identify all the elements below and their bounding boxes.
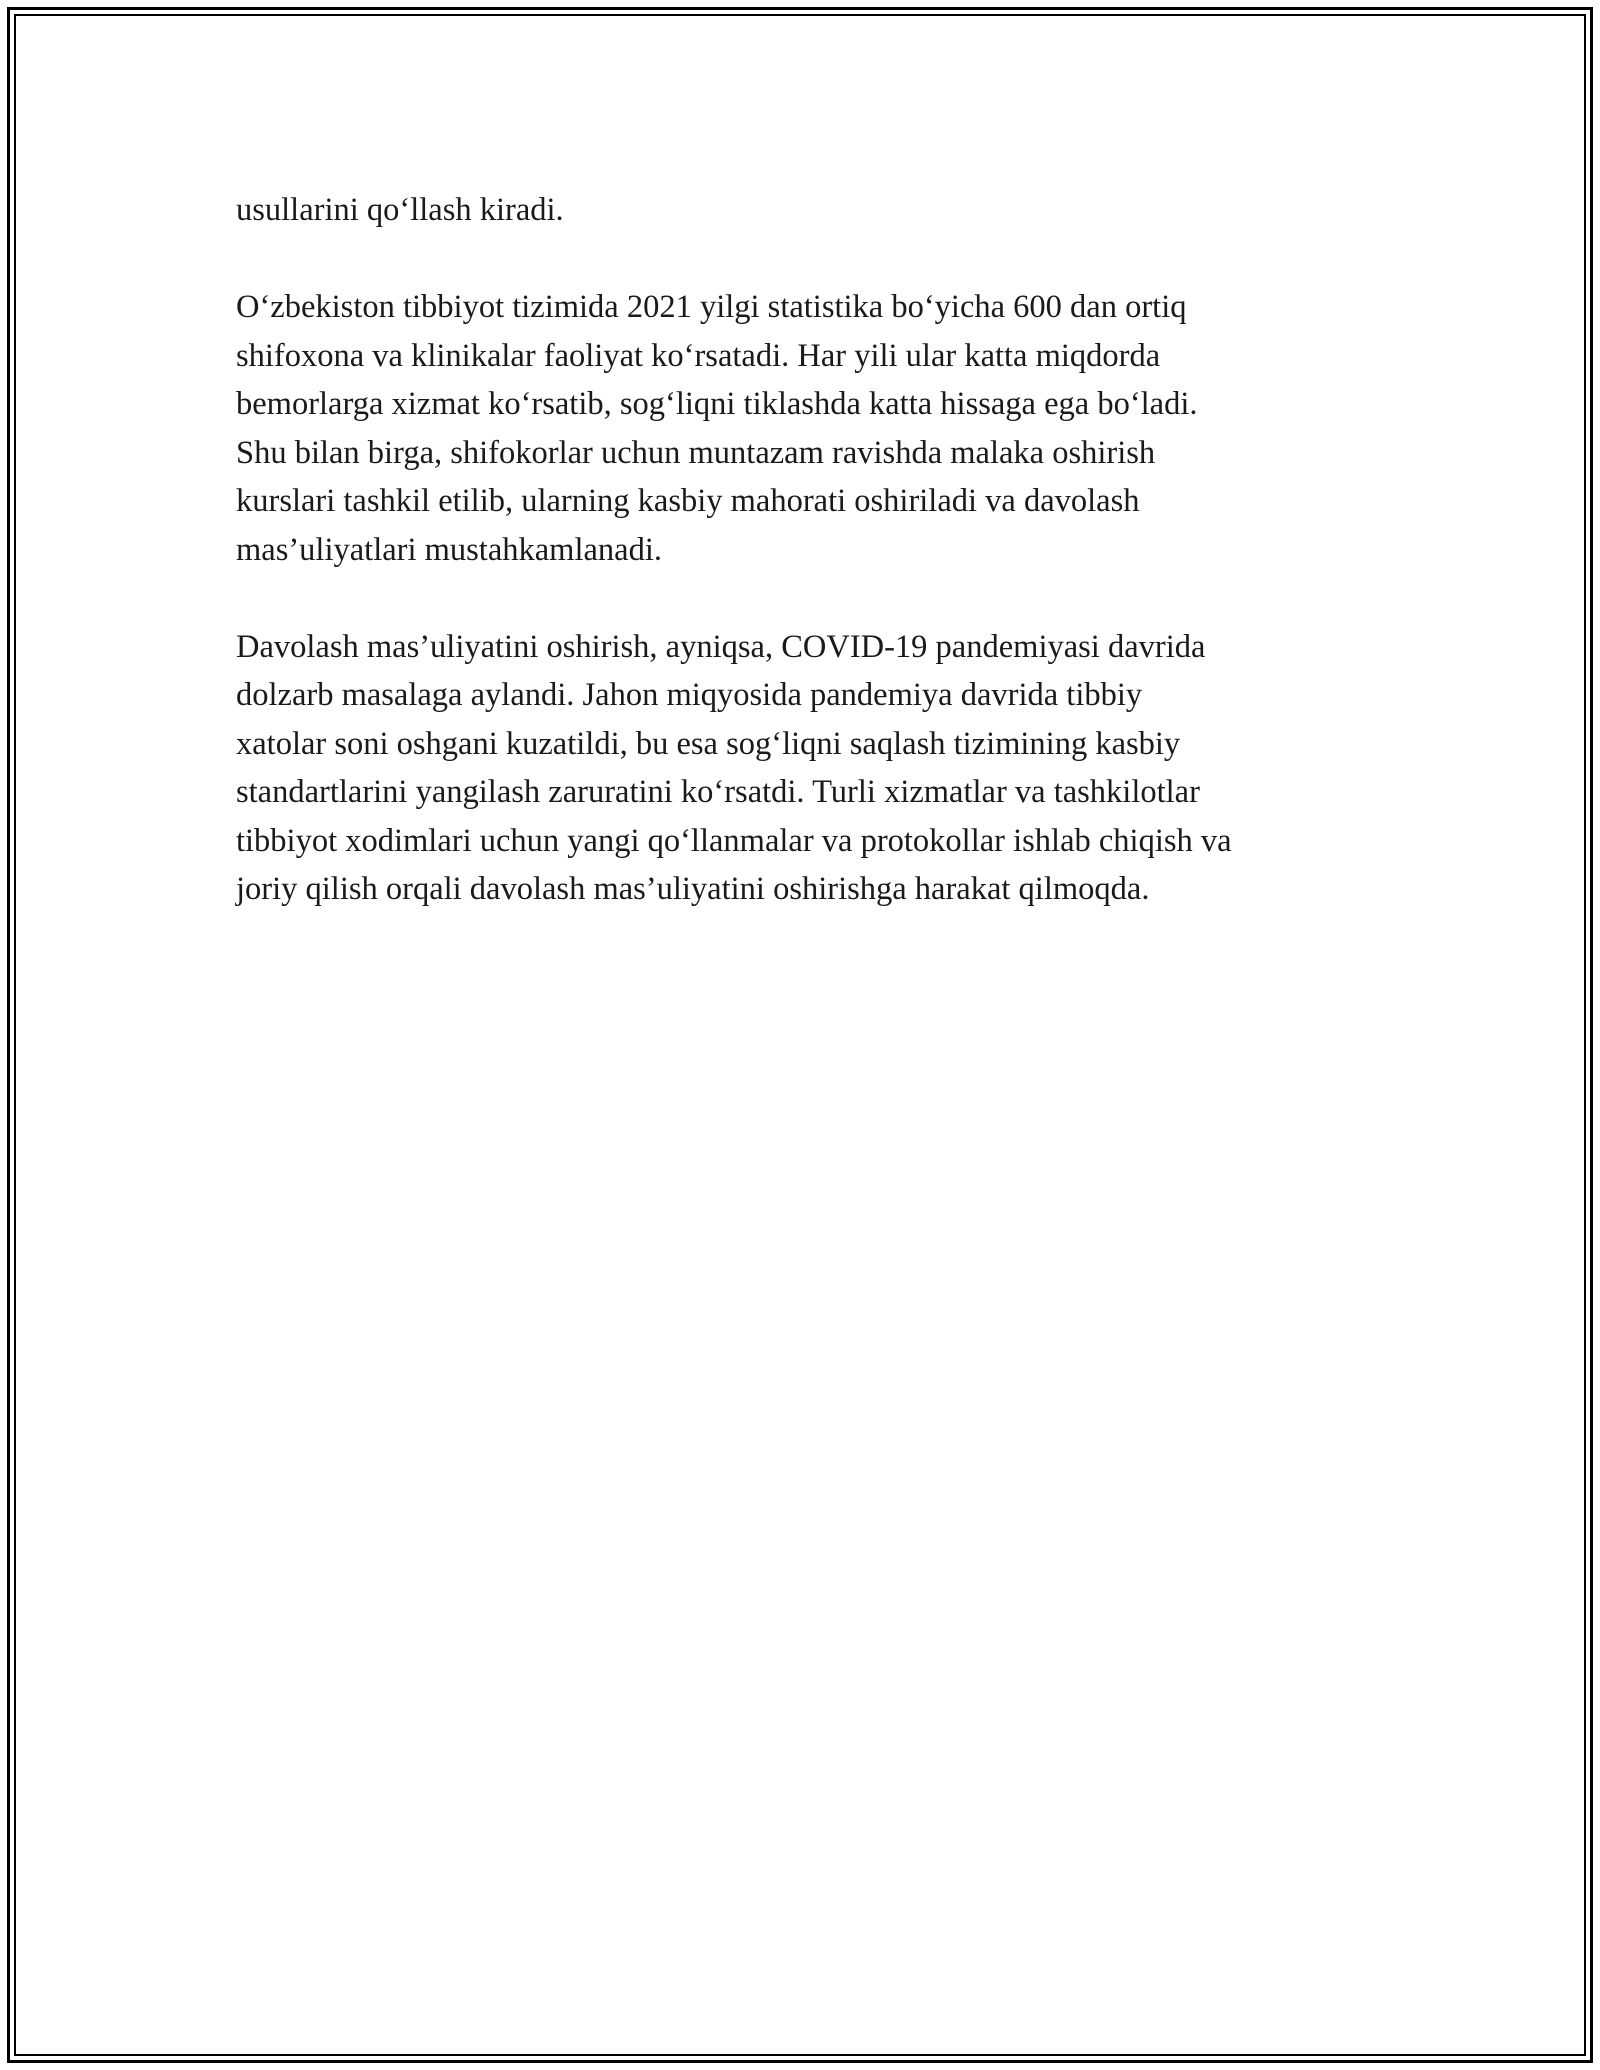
document-body	[236, 186, 1366, 962]
paragraph-1: usullarini qo‘llash kiradi.	[236, 192, 564, 228]
paragraph-2: O‘zbekiston tibbiyot tizimida 2021 yilgi statistika bo‘yicha 600 dan ortiq shifoxona va klinikalar faoliyat ko‘rsatadi. Har yili ular katta miqdorda bemorlarga xizmat ko‘rsatib, sog‘liqni tiklashda katta hissaga ega bo‘ladi. Shu bilan birga, shifokorlar uchun muntazam ravishda malaka oshirish kurslari tashkil etilib, ularning kasbiy mahorati oshiriladi va davolash mas’uliyatlari mustahkamlanadi.	[236, 289, 1198, 568]
paragraph-3: Davolash mas’uliyatini oshirish, ayniqsa, COVID-19 pandemiyasi davrida dolzarb masalaga aylandi. Jahon miqyosida pandemiya davrida tibbiy xatolar soni oshgani kuzatildi, bu esa sog‘liqni saqlash tizimining kasbiy standartlarini yangilash zaruratini ko‘rsatdi. Turli xizmatlar va tashkilotlar tibbiyot xodimlari uchun yangi qo‘llanmalar va protokollar ishlab chiqish va joriy qilish orqali davolash mas’uliyatini oshirishga harakat qilmoqda.	[236, 628, 1232, 907]
